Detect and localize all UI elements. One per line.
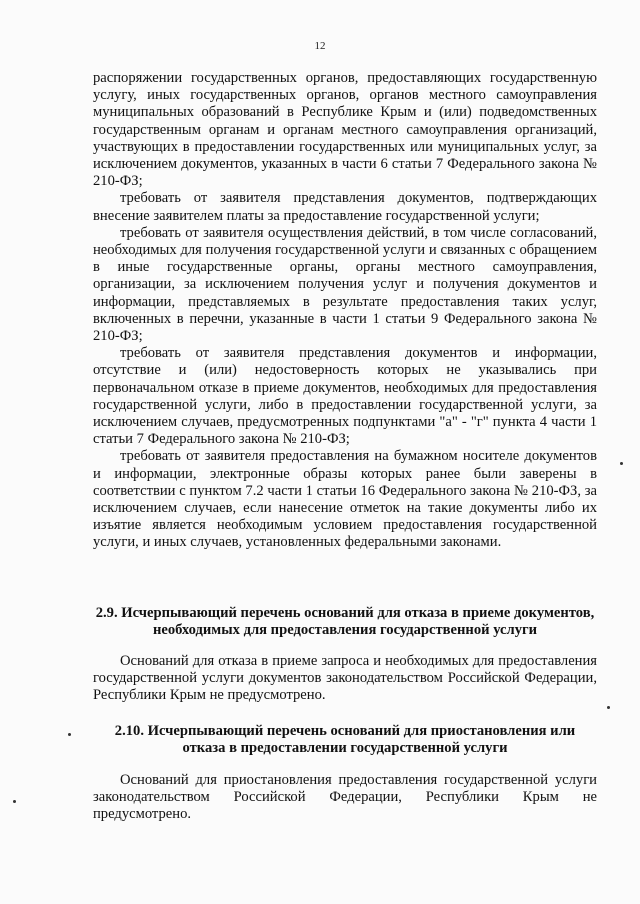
- paragraph: требовать от заявителя осуществления действий, в том числе согласований, необходимых для получения государственной услуги и связанных с обращением в иные государственные органы, органы местного самоуправления, организации, за исключением получения услуг и получения документов и информации, представляемых в результате предоставления таких услуг, включенных в перечни, указанные в части 1 статьи 9 Федерального закона № 210-ФЗ;: [93, 224, 597, 345]
- main-text-block: [93, 70, 597, 552]
- scan-speck: [68, 733, 71, 736]
- paragraph: Оснований для отказа в приеме запроса и необходимых для предоставления государственной услуги документов законодательством Российской Федерации, Республики Крым не предусмотрено.: [93, 653, 597, 704]
- section-2-9-text-block: [93, 653, 597, 705]
- paragraph: требовать от заявителя представления документов и информации, отсутствие и (или) недостоверность которых не указывались при первоначальном отказе в приеме документов, необходимых для предоставления государственной услуги, либо в предоставлении государственной услуги, за исключением случаев, предусмотренных подпунктами "а" - "г" пункта 4 части 1 статьи 7 Федерального закона № 210-ФЗ;: [93, 345, 597, 448]
- paragraph: распоряжении государственных органов, предоставляющих государственную услугу, иных государственных органов, органов местного самоуправления муниципальных образований в Республике Крым и (или) подведомственных государственным органам и органам местного самоуправления организаций, участвующих в предоставлении государственных или муниципальных услуг, за исключением документов, указанных в части 6 статьи 7 Федерального закона № 210-ФЗ;: [93, 70, 597, 190]
- page-number: 12: [314, 40, 326, 52]
- scan-speck: [13, 800, 16, 803]
- section-2-10-text-block: [93, 772, 597, 824]
- section-heading-2-9: 2.9. Исчерпывающий перечень оснований для отказа в приеме документов, необходимых для предоставления государственной услуги: [95, 605, 595, 639]
- section-heading-2-10: 2.10. Исчерпывающий перечень оснований для приостановления или отказа в предоставлении государственной услуги: [114, 723, 576, 757]
- scan-speck: [607, 706, 610, 709]
- paragraph: требовать от заявителя представления документов, подтверждающих внесение заявителем платы за предоставление государственной услуги;: [93, 190, 597, 224]
- scan-speck: [620, 462, 623, 465]
- paragraph: Оснований для приостановления предоставления государственной услуги законодательством Российской Федерации, Республики Крым не предусмотрено.: [93, 772, 597, 823]
- paragraph: требовать от заявителя предоставления на бумажном носителе документов и информации, электронные образы которых ранее были заверены в соответствии с пунктом 7.2 части 1 статьи 16 Федерального закона № 210-ФЗ, за исключением случаев, если нанесение отметок на такие документы либо их изъятие является необходимым условием предоставления государственной услуги, и иных случаев, установленных федеральными законами.: [93, 448, 597, 551]
